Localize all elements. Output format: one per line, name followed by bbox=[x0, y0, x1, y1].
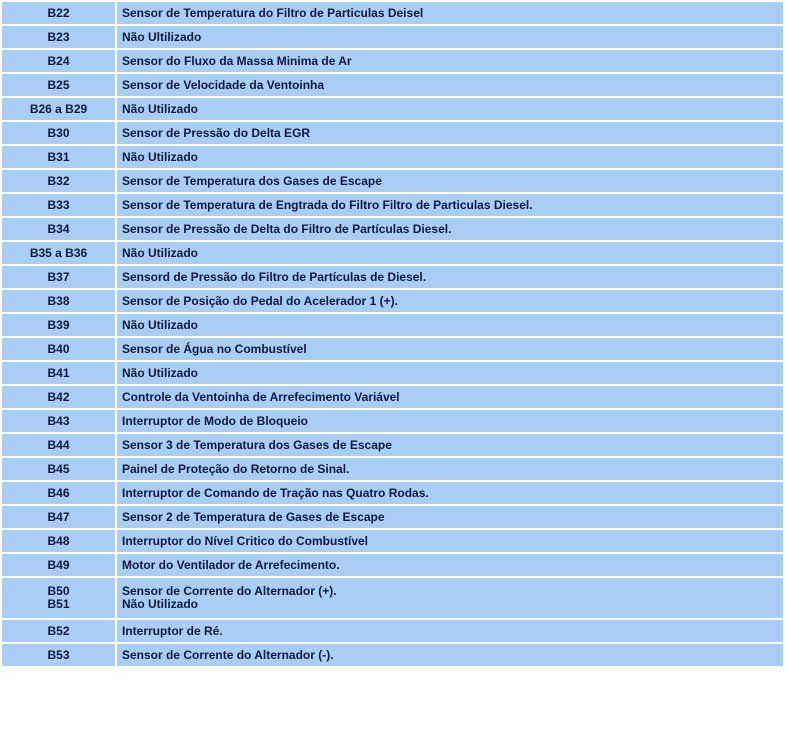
pin-code: B50 bbox=[47, 584, 70, 598]
pin-description: Sensor de Pressão do Delta EGR bbox=[117, 122, 783, 144]
table-row bbox=[2, 554, 783, 576]
pin-code: B30 bbox=[2, 122, 115, 144]
table-row bbox=[2, 410, 783, 432]
pin-code: B51 bbox=[47, 597, 70, 611]
table-row bbox=[2, 338, 783, 360]
table-row bbox=[2, 578, 783, 618]
pin-description: Motor do Ventilador de Arrefecimento. bbox=[117, 554, 783, 576]
pin-description: Sensor de Pressão de Delta do Filtro de Partículas Diesel. bbox=[117, 218, 783, 240]
table-row bbox=[2, 620, 783, 642]
pin-code: B49 bbox=[2, 554, 115, 576]
pin-description: Painel de Proteção do Retorno de Sinal. bbox=[117, 458, 783, 480]
pin-code: B42 bbox=[2, 386, 115, 408]
table-row bbox=[2, 98, 783, 120]
pin-description-cell bbox=[117, 578, 783, 618]
pin-description: Interruptor de Comando de Tração nas Quatro Rodas. bbox=[117, 482, 783, 504]
pin-description: Não Utilizado bbox=[117, 146, 783, 168]
table-row bbox=[2, 506, 783, 528]
pin-code: B34 bbox=[2, 218, 115, 240]
pin-description: Sensor de Temperatura dos Gases de Escape bbox=[117, 170, 783, 192]
pin-code: B26 a B29 bbox=[2, 98, 115, 120]
pin-description: Sensor de Temperatura do Filtro de Particulas Deisel bbox=[117, 2, 783, 24]
pin-description: Sensor de Velocidade da Ventoinha bbox=[117, 74, 783, 96]
pin-code: B44 bbox=[2, 434, 115, 456]
table-row bbox=[2, 362, 783, 384]
pin-description: Não Utilizado bbox=[117, 362, 783, 384]
table-row bbox=[2, 74, 783, 96]
pin-code: B47 bbox=[2, 506, 115, 528]
table-row bbox=[2, 26, 783, 48]
table-row bbox=[2, 122, 783, 144]
table-row bbox=[2, 194, 783, 216]
table-row bbox=[2, 314, 783, 336]
table-row bbox=[2, 458, 783, 480]
pin-description: Sensor de Corrente do Alternador (+). bbox=[122, 584, 337, 598]
pin-code: B48 bbox=[2, 530, 115, 552]
table-row bbox=[2, 290, 783, 312]
pin-code: B38 bbox=[2, 290, 115, 312]
pin-description: Controle da Ventoinha de Arrefecimento Variável bbox=[117, 386, 783, 408]
pin-description: Sensor 2 de Temperatura de Gases de Escape bbox=[117, 506, 783, 528]
pin-code: B41 bbox=[2, 362, 115, 384]
pin-description: Interruptor do Nível Critico do Combustível bbox=[117, 530, 783, 552]
table-row bbox=[2, 644, 783, 666]
pin-description: Não Utilizado bbox=[117, 314, 783, 336]
pin-description: Não Ultilizado bbox=[117, 26, 783, 48]
table-row bbox=[2, 50, 783, 72]
pin-code: B22 bbox=[2, 2, 115, 24]
pin-description: Interruptor de Ré. bbox=[117, 620, 783, 642]
pin-description: Sensor de Corrente do Alternador (-). bbox=[117, 644, 783, 666]
pin-description: Sensor de Posição do Pedal do Acelerador 1 (+). bbox=[117, 290, 783, 312]
pin-code: B53 bbox=[2, 644, 115, 666]
pin-description: Sensor de Temperatura de Engtrada do Filtro Filtro de Particulas Diesel. bbox=[117, 194, 783, 216]
pin-description: Sensor do Fluxo da Massa Minima de Ar bbox=[117, 50, 783, 72]
pin-code: B37 bbox=[2, 266, 115, 288]
pin-code: B39 bbox=[2, 314, 115, 336]
pin-code: B31 bbox=[2, 146, 115, 168]
pin-code: B45 bbox=[2, 458, 115, 480]
table-row bbox=[2, 386, 783, 408]
pin-code: B25 bbox=[2, 74, 115, 96]
pin-description: Não Utilizado bbox=[117, 242, 783, 264]
table-row bbox=[2, 482, 783, 504]
pin-code: B23 bbox=[2, 26, 115, 48]
pin-description: Não Utilizado bbox=[117, 98, 783, 120]
pin-code: B33 bbox=[2, 194, 115, 216]
table-row bbox=[2, 530, 783, 552]
pin-code: B24 bbox=[2, 50, 115, 72]
table-row bbox=[2, 434, 783, 456]
pin-table-body bbox=[2, 2, 783, 666]
pin-description: Não Utilizado bbox=[122, 597, 199, 611]
pin-code: B35 a B36 bbox=[2, 242, 115, 264]
table-row bbox=[2, 146, 783, 168]
pin-code: B40 bbox=[2, 338, 115, 360]
pin-code: B46 bbox=[2, 482, 115, 504]
table-row bbox=[2, 242, 783, 264]
table-row bbox=[2, 218, 783, 240]
pin-description: Sensord de Pressão do Filtro de Partículas de Diesel. bbox=[117, 266, 783, 288]
pin-code: B52 bbox=[2, 620, 115, 642]
pin-code: B32 bbox=[2, 170, 115, 192]
pin-description: Interruptor de Modo de Bloqueio bbox=[117, 410, 783, 432]
table-row bbox=[2, 170, 783, 192]
pin-code: B43 bbox=[2, 410, 115, 432]
pin-description: Sensor de Água no Combustível bbox=[117, 338, 783, 360]
pin-description: Sensor 3 de Temperatura dos Gases de Escape bbox=[117, 434, 783, 456]
table-row bbox=[2, 2, 783, 24]
pin-code-cell bbox=[2, 578, 115, 618]
table-row bbox=[2, 266, 783, 288]
